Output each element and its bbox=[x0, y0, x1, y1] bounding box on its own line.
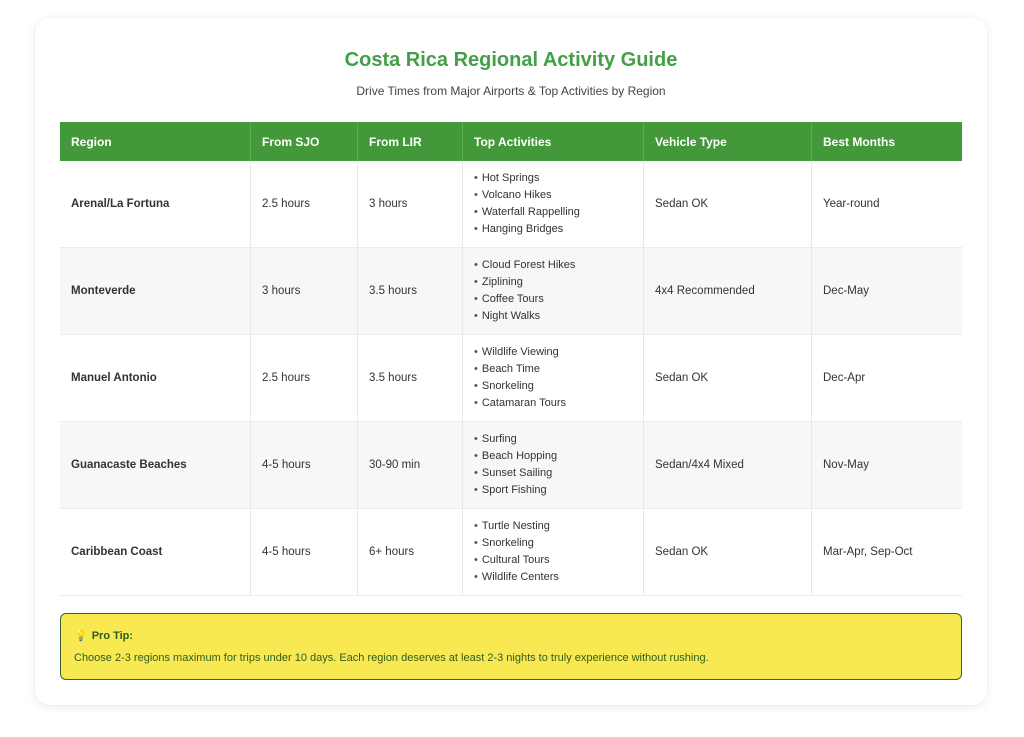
activity-item: • Waterfall Rappelling bbox=[474, 206, 580, 218]
bullet-icon: • bbox=[474, 483, 478, 496]
pro-tip-body: Choose 2-3 regions maximum for trips under 10 days. Each region deserves at least 2-3 nights to truly experience without rushing. bbox=[74, 652, 709, 664]
bullet-icon: • bbox=[474, 363, 478, 376]
activity-item: • Wildlife Centers bbox=[474, 570, 559, 583]
table-row bbox=[60, 161, 962, 248]
bullet-icon: • bbox=[474, 189, 478, 202]
activity-item: • Hanging Bridges bbox=[474, 222, 564, 235]
activity-item: • Snorkeling bbox=[474, 537, 534, 550]
bullet-icon: • bbox=[474, 259, 478, 272]
bullet-icon: • bbox=[474, 450, 478, 463]
vehicle-type: Sedan OK bbox=[644, 161, 812, 248]
activity-item: • Surfing bbox=[474, 433, 517, 446]
activity-item: • Ziplining bbox=[474, 276, 523, 289]
best-months: Mar-Apr, Sep-Oct bbox=[812, 509, 963, 596]
bullet-icon: • bbox=[474, 396, 478, 409]
drive-time-sjo: 4-5 hours bbox=[251, 422, 358, 509]
best-months: Dec-May bbox=[812, 248, 963, 335]
vehicle-type: Sedan/4x4 Mixed bbox=[644, 422, 812, 509]
bullet-icon: • bbox=[474, 172, 478, 185]
activity-item: • Beach Hopping bbox=[474, 450, 558, 463]
column-header-from-lir: From LIR bbox=[358, 122, 463, 161]
activities-cell bbox=[463, 161, 644, 248]
drive-time-sjo: 4-5 hours bbox=[251, 509, 358, 596]
activities-cell bbox=[463, 422, 644, 509]
drive-time-sjo: 2.5 hours bbox=[251, 161, 358, 248]
activity-item: • Wildlife Viewing bbox=[474, 346, 559, 359]
activity-item: • Night Walks bbox=[474, 309, 541, 322]
activity-item: • Volcano Hikes bbox=[474, 189, 552, 202]
activity-item: • Hot Springs bbox=[474, 172, 540, 185]
best-months: Year-round bbox=[812, 161, 963, 248]
activity-item: • Cloud Forest Hikes bbox=[474, 259, 576, 272]
activities-list bbox=[474, 170, 632, 237]
activity-item: • Catamaran Tours bbox=[474, 396, 567, 409]
pro-tip-heading: 💡 Pro Tip: bbox=[74, 630, 134, 642]
region-name: Monteverde bbox=[60, 248, 251, 335]
table-row bbox=[60, 335, 962, 422]
activity-item: • Cultural Tours bbox=[474, 554, 550, 566]
activities-list bbox=[474, 431, 632, 498]
bullet-icon: • bbox=[474, 380, 478, 392]
bullet-icon: • bbox=[474, 222, 478, 235]
activity-item: • Turtle Nesting bbox=[474, 520, 550, 533]
table-row bbox=[60, 509, 962, 596]
region-name: Manuel Antonio bbox=[60, 335, 251, 422]
drive-time-lir: 3 hours bbox=[358, 161, 463, 248]
column-header-region: Region bbox=[60, 122, 251, 161]
page-title: Costa Rica Regional Activity Guide bbox=[344, 49, 678, 71]
bullet-icon: • bbox=[474, 554, 478, 566]
bullet-icon: • bbox=[474, 276, 478, 289]
bullet-icon: • bbox=[474, 520, 478, 533]
activity-item: • Beach Time bbox=[474, 363, 540, 376]
region-name: Guanacaste Beaches bbox=[60, 422, 251, 509]
guide-card bbox=[35, 18, 987, 705]
bullet-icon: • bbox=[474, 570, 478, 583]
vehicle-type: Sedan OK bbox=[644, 509, 812, 596]
drive-time-lir: 30-90 min bbox=[358, 422, 463, 509]
activities-list bbox=[474, 344, 632, 411]
activity-item: • Coffee Tours bbox=[474, 293, 544, 305]
vehicle-type: 4x4 Recommended bbox=[644, 248, 812, 335]
bullet-icon: • bbox=[474, 537, 478, 550]
bullet-icon: • bbox=[474, 206, 478, 218]
bullet-icon: • bbox=[474, 433, 478, 446]
drive-time-lir: 6+ hours bbox=[358, 509, 463, 596]
column-header-from-sjo: From SJO bbox=[251, 122, 358, 161]
activities-cell bbox=[463, 335, 644, 422]
activity-item: • Sunset Sailing bbox=[474, 467, 553, 479]
table-row bbox=[60, 422, 962, 509]
activities-list bbox=[474, 518, 632, 585]
page-subtitle: Drive Times from Major Airports & Top Activities by Region bbox=[356, 84, 666, 98]
drive-time-sjo: 2.5 hours bbox=[251, 335, 358, 422]
pro-tip-box bbox=[60, 613, 962, 680]
activities-list bbox=[474, 257, 632, 324]
lightbulb-icon: 💡 bbox=[74, 630, 88, 642]
drive-time-lir: 3.5 hours bbox=[358, 248, 463, 335]
column-header-vehicle-type: Vehicle Type bbox=[644, 122, 812, 161]
bullet-icon: • bbox=[474, 346, 478, 359]
activity-item: • Sport Fishing bbox=[474, 483, 547, 496]
region-name: Caribbean Coast bbox=[60, 509, 251, 596]
column-header-top-activities: Top Activities bbox=[463, 122, 644, 161]
activities-cell bbox=[463, 248, 644, 335]
drive-time-lir: 3.5 hours bbox=[358, 335, 463, 422]
table-row bbox=[60, 248, 962, 335]
drive-time-sjo: 3 hours bbox=[251, 248, 358, 335]
best-months: Dec-Apr bbox=[812, 335, 963, 422]
activities-cell bbox=[463, 509, 644, 596]
bullet-icon: • bbox=[474, 293, 478, 305]
vehicle-type: Sedan OK bbox=[644, 335, 812, 422]
column-header-best-months: Best Months bbox=[812, 122, 963, 161]
activity-item: • Snorkeling bbox=[474, 380, 534, 392]
bullet-icon: • bbox=[474, 467, 478, 479]
region-name: Arenal/La Fortuna bbox=[60, 161, 251, 248]
best-months: Nov-May bbox=[812, 422, 963, 509]
table-header-row bbox=[60, 122, 962, 161]
bullet-icon: • bbox=[474, 309, 478, 322]
region-table bbox=[60, 122, 962, 596]
